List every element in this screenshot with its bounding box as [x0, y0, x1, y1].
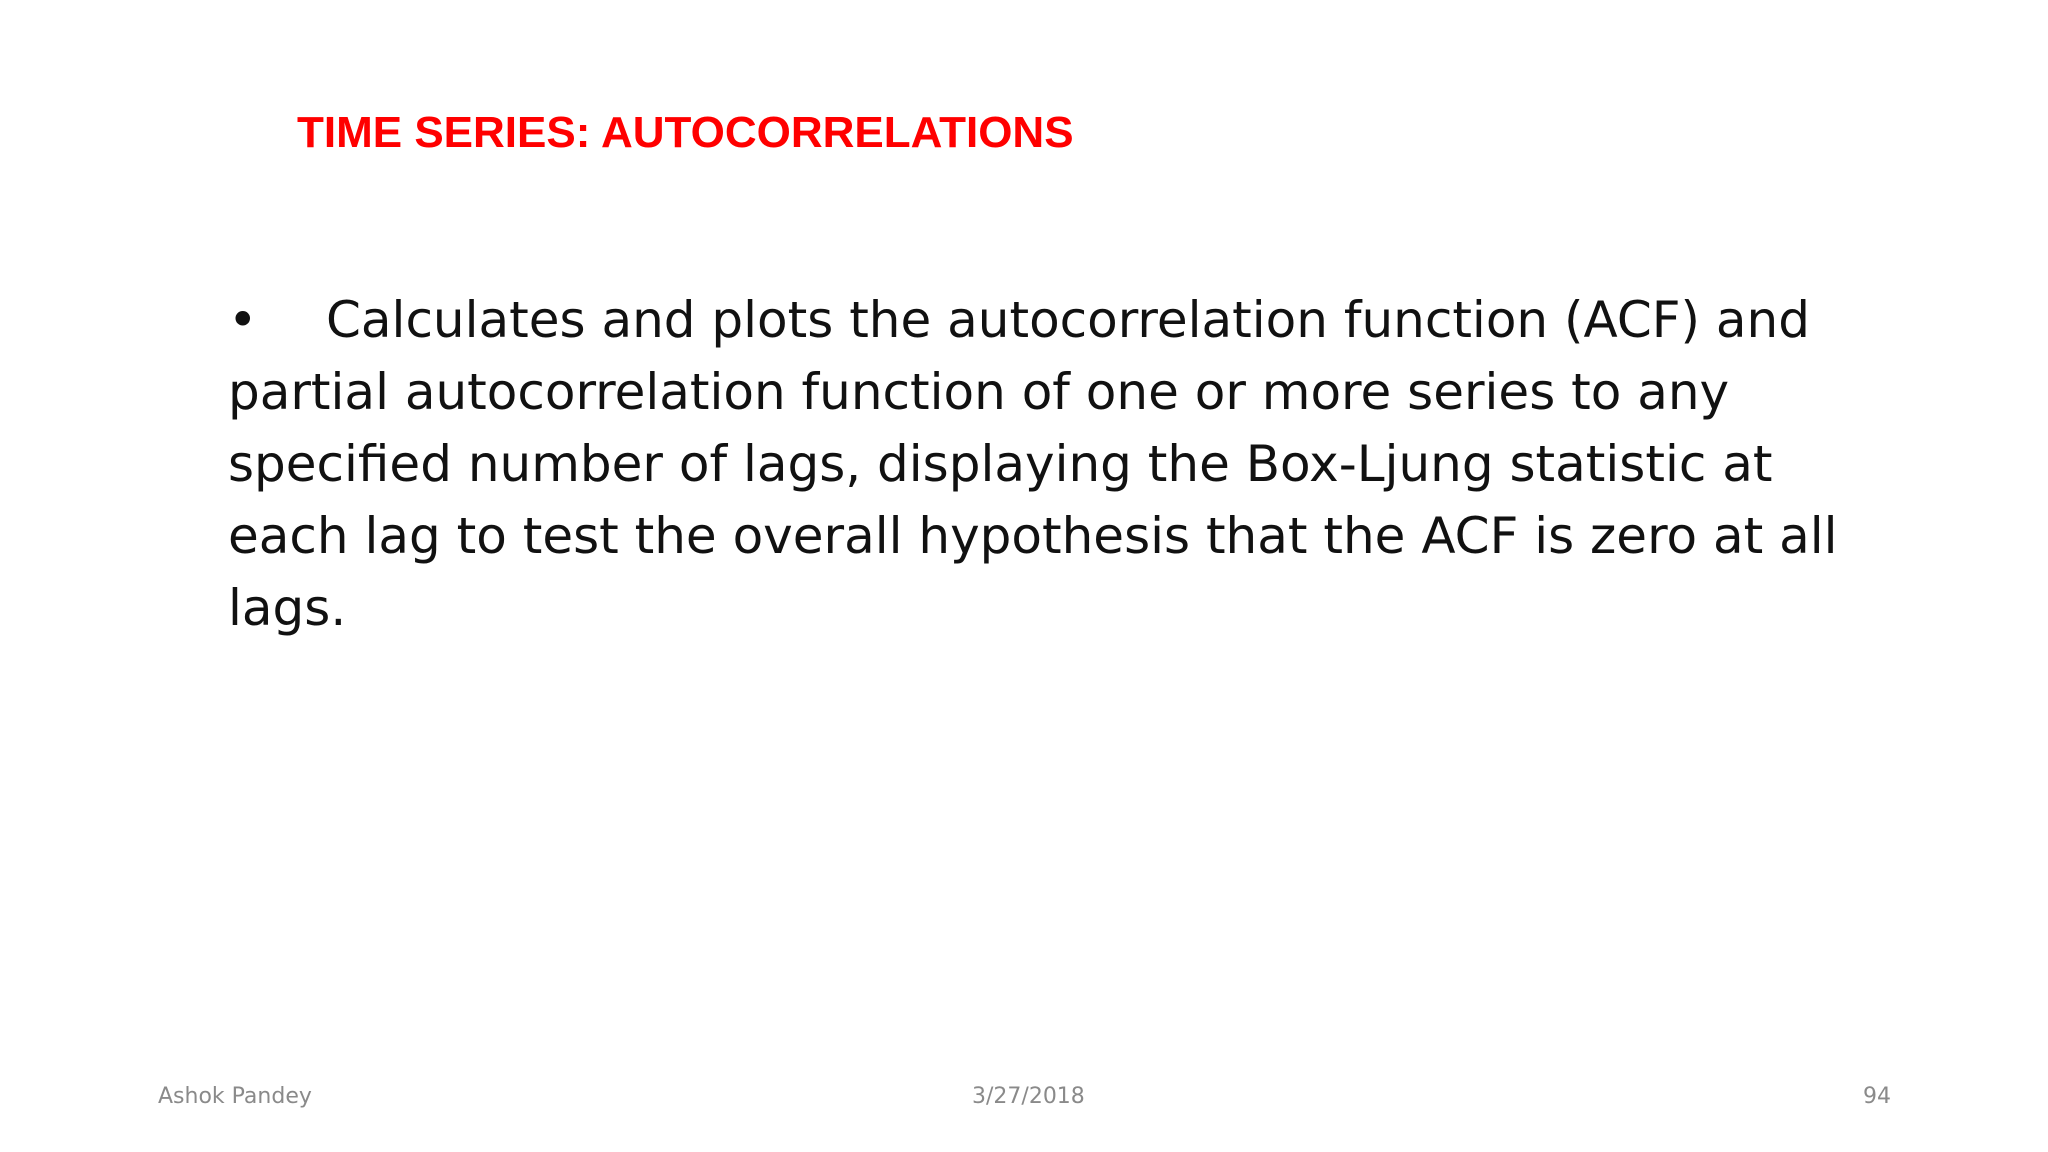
footer-page-number: 94	[1863, 1084, 1891, 1109]
bullet-text: Calculates and plots the autocorrelation function (ACF) and partial autocorrelation function of one or more series to any specified number of lags, displaying the Box-Ljung statistic at each lag to test the overall hypothesis that the ACF is zero at all lags.	[228, 291, 1838, 637]
bullet-icon: •	[228, 291, 258, 349]
footer-author: Ashok Pandey	[158, 1084, 312, 1109]
slide-title: TIME SERIES: AUTOCORRELATIONS	[297, 108, 1074, 157]
footer-date: 3/27/2018	[972, 1084, 1085, 1109]
bullet-item	[228, 284, 1868, 644]
